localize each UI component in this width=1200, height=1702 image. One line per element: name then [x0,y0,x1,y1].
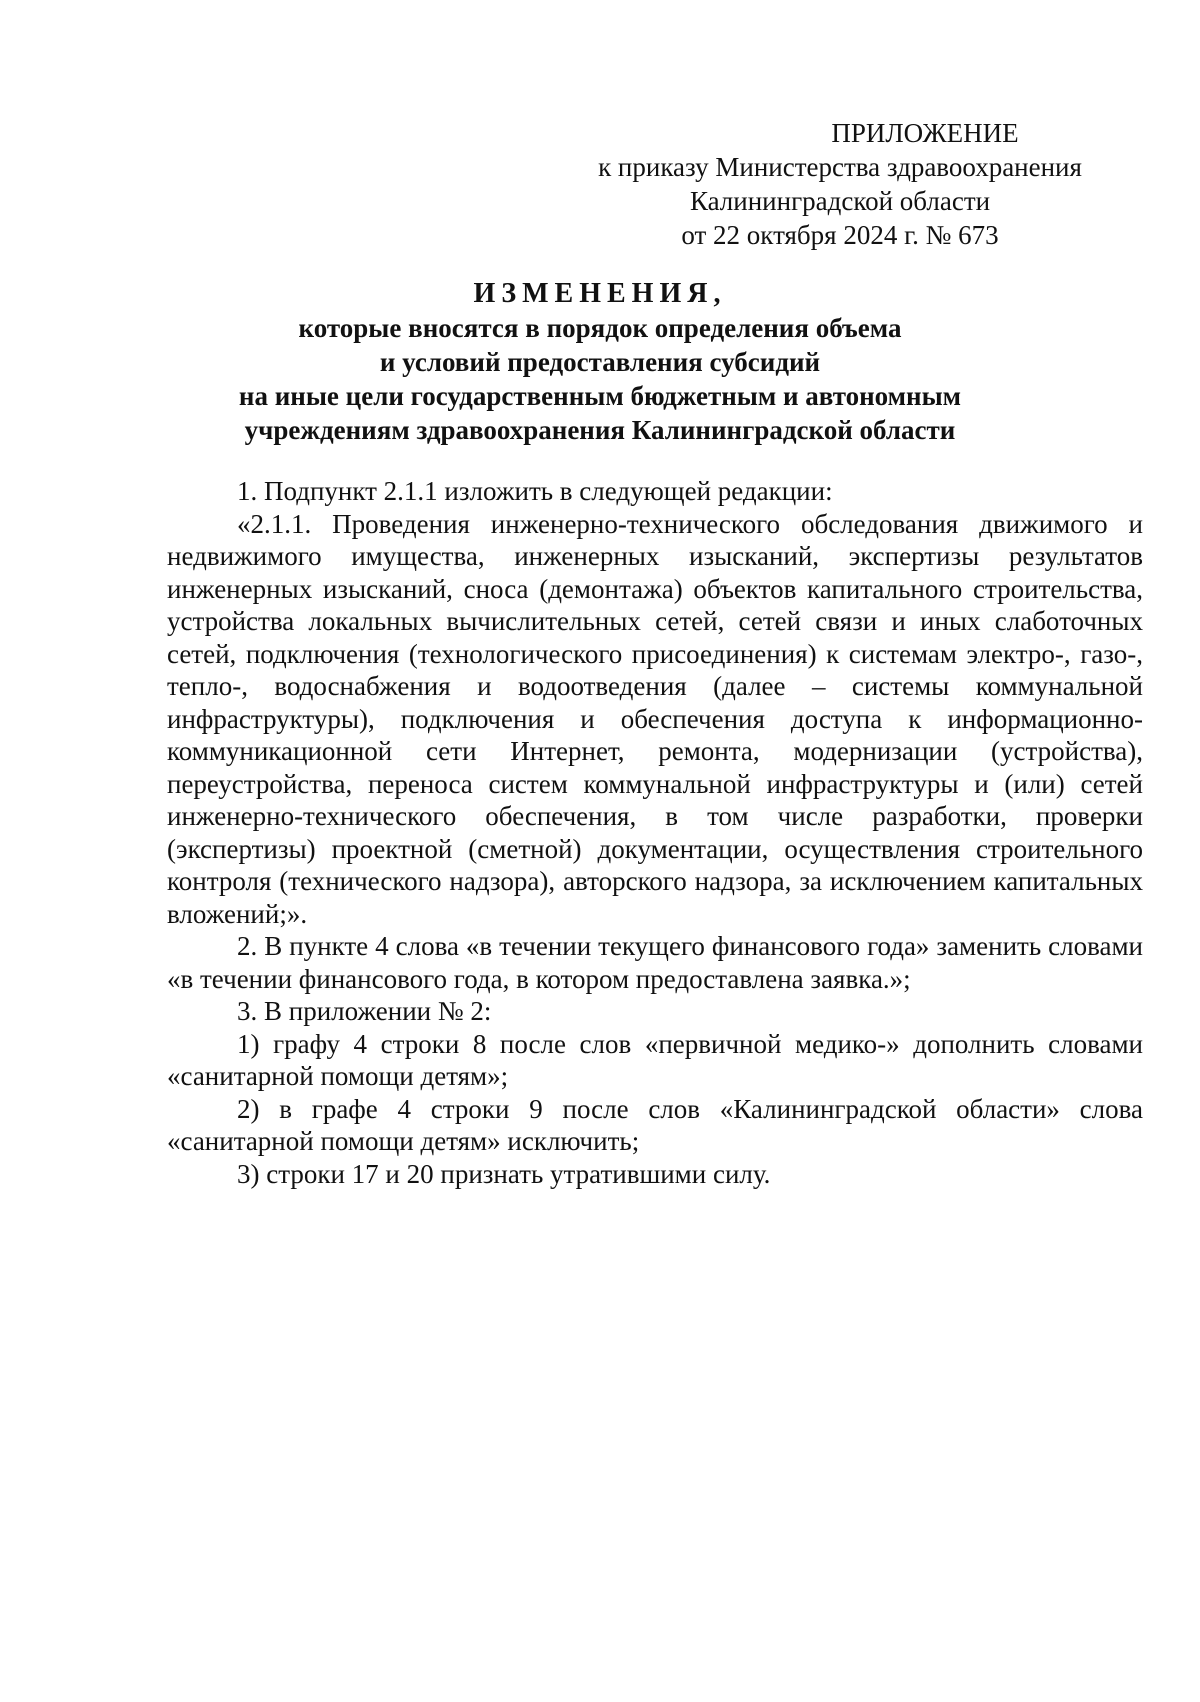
paragraph-6: 2) в графе 4 строки 9 после слов «Калининградской области» слова «санитарной помощи детям» исключить; [167,1093,1143,1156]
title-line-1: которые вносятся в порядок определения объема [298,313,902,343]
paragraph-2: «2.1.1. Проведения инженерно-технического обследования движимого и недвижимого имущества, инженерных изысканий, экспертизы результатов инженерных изысканий, сноса (демонтажа) объектов капитального строительства, устройства локальных вычислительных сетей, сетей связи и иных слаботочных сетей, подключения (технологического присоединения) к системам электро-, газо-, тепло-, водоснабжения и водоотведения (далее – системы коммунальной инфраструктуры), подключения и обеспечения доступа к информационно-коммуникационной сети Интернет, ремонта, модернизации (устройства), переустройства, переноса систем коммунальной инфраструктуры и (или) сетей инженерно-технического обеспечения, в том числе разработки, проверки (экспертизы) проектной (сметной) документации, осуществления строительного контроля (технического надзора), авторского надзора, за исключением капитальных вложений;». [167,508,1143,929]
title-line-2: и условий предоставления субсидий [379,347,821,377]
title-line-4: учреждениям здравоохранения Калининградской области [244,415,956,445]
appendix-date-line: от 22 октября 2024 г. № 673 [681,220,999,250]
paragraph-5: 1) графу 4 строки 8 после слов «первичной медико-» дополнить словами «санитарной помощи детям»; [167,1028,1143,1091]
appendix-region-line: Калининградской области [689,186,991,216]
paragraph-1: 1. Подпункт 2.1.1 изложить в следующей редакции: [237,476,833,506]
paragraph-7: 3) строки 17 и 20 признать утратившими силу. [237,1158,771,1189]
title-main: ИЗМЕНЕНИЯ, [473,278,727,309]
paragraph-4: 3. В приложении № 2: [237,996,492,1026]
appendix-header [560,116,1180,252]
document-title [160,277,1040,447]
paragraph-3: 2. В пункте 4 слова «в течении текущего финансового года» заменить словами «в течении финансового года, в котором предоставлена заявка.»; [167,931,1143,994]
title-line-3: на иные цели государственным бюджетным и автономным [238,381,962,411]
document-body [167,475,1143,1190]
appendix-order-line: к приказу Министерства здравоохранения [598,152,1082,182]
appendix-title: ПРИЛОЖЕНИЕ [831,118,1019,148]
